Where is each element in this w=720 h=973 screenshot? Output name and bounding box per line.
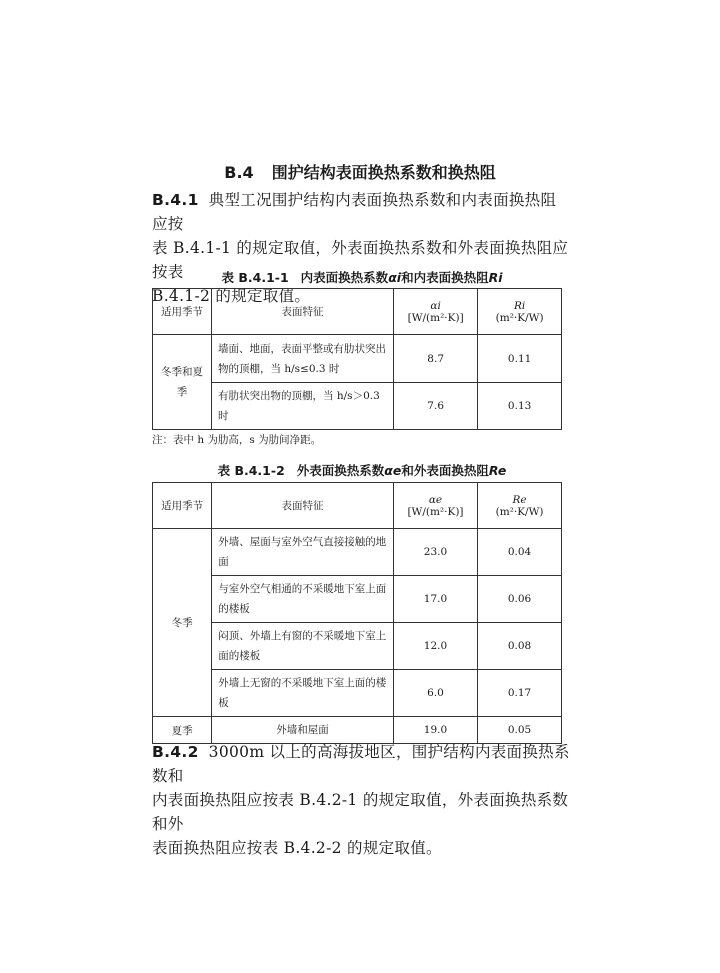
- header-res: Ri (m²·K/W): [478, 289, 562, 335]
- table-header-row: [153, 483, 562, 529]
- feature-cell: 墙面、地面，表面平整或有肋状突出物的顶棚，当 h/s≤0.3 时: [212, 335, 394, 383]
- symbol-r-e: Re: [488, 463, 507, 478]
- feature-cell: 有肋状突出物的顶棚，当 h/s＞0.3 时: [212, 383, 394, 430]
- table1: [152, 288, 562, 430]
- res-cell: 0.04: [478, 529, 562, 576]
- section-number: B.4: [224, 163, 254, 182]
- feature-cell: 外墙和屋面: [212, 717, 394, 744]
- table-header-row: [153, 289, 562, 335]
- res-cell: 0.05: [478, 717, 562, 744]
- clause-line-2: 内表面换热阻应按表 B.4.2-1 的规定取值，外表面换热系数和外: [152, 791, 569, 833]
- res-cell: 0.06: [478, 576, 562, 623]
- feature-cell: 与室外空气相通的不采暖地下室上面的楼板: [212, 576, 394, 623]
- clause-b-4-2: [152, 740, 572, 860]
- season-cell: 夏季: [153, 717, 212, 744]
- header-feature: 表面特征: [212, 483, 394, 529]
- table1-number: 表 B.4.1-1: [221, 270, 289, 285]
- symbol-alpha-i: αi: [388, 270, 402, 285]
- table-row: [153, 383, 562, 430]
- header-season: 适用季节: [153, 483, 212, 529]
- feature-cell: 外墙、屋面与室外空气直接接触的地面: [212, 529, 394, 576]
- table1-note: 注：表中 h 为肋高，s 为肋间净距。: [152, 434, 322, 446]
- table1-caption: 表 B.4.1-1 内表面换热系数αi和内表面换热阻Ri: [221, 270, 503, 285]
- clause-line-3: 表面换热阻应按表 B.4.2-2 的规定取值。: [152, 839, 442, 857]
- clause-number: B.4.1: [152, 191, 199, 209]
- feature-cell: 闷顶、外墙上有窗的不采暖地下室上面的楼板: [212, 623, 394, 670]
- table-row: [153, 670, 562, 717]
- coef-cell: 17.0: [393, 576, 477, 623]
- table-row: [153, 623, 562, 670]
- symbol-r-i: Ri: [488, 270, 503, 285]
- clause-line-2: 表 B.4.1-1 的规定取值，外表面换热系数和外表面换热阻应按表: [152, 239, 569, 281]
- header-feature: 表面特征: [212, 289, 394, 335]
- table2: [152, 482, 562, 744]
- clause-line-1: B.4.2 3000m 以上的高海拔地区，围护结构内表面换热系数和: [152, 743, 570, 785]
- coef-cell: 19.0: [393, 717, 477, 744]
- clause-number: B.4.2: [152, 743, 199, 761]
- header-coef: αe [W/(m²·K)]: [393, 483, 477, 529]
- res-cell: 0.13: [478, 383, 562, 430]
- season-cell: 冬季和夏季: [153, 335, 212, 430]
- res-cell: 0.17: [478, 670, 562, 717]
- clause-line-3: B.4.1-2 的规定取值。: [152, 287, 311, 305]
- season-cell: 冬季: [153, 529, 212, 717]
- table-row: [153, 576, 562, 623]
- res-cell: 0.11: [478, 335, 562, 383]
- section-heading: 围护结构表面换热系数和换热阻: [271, 163, 496, 182]
- coef-cell: 6.0: [393, 670, 477, 717]
- clause-line-1: B.4.1 典型工况围护结构内表面换热系数和内表面换热阻应按: [152, 191, 557, 233]
- coef-cell: 12.0: [393, 623, 477, 670]
- header-season: 适用季节: [153, 289, 212, 335]
- header-coef: αi [W/(m²·K)]: [394, 289, 478, 335]
- symbol-alpha-e: αe: [384, 463, 402, 478]
- coef-cell: 23.0: [393, 529, 477, 576]
- feature-cell: 外墙上无窗的不采暖地下室上面的楼板: [212, 670, 394, 717]
- table-row: [153, 529, 562, 576]
- table2-number: 表 B.4.1-2: [217, 463, 285, 478]
- table2-caption: 表 B.4.1-2 外表面换热系数αe和外表面换热阻Re: [217, 463, 507, 478]
- table-row: [153, 335, 562, 383]
- section-title: [0, 160, 720, 183]
- header-res: Re (m²·K/W): [478, 483, 562, 529]
- coef-cell: 8.7: [394, 335, 478, 383]
- res-cell: 0.08: [478, 623, 562, 670]
- coef-cell: 7.6: [394, 383, 478, 430]
